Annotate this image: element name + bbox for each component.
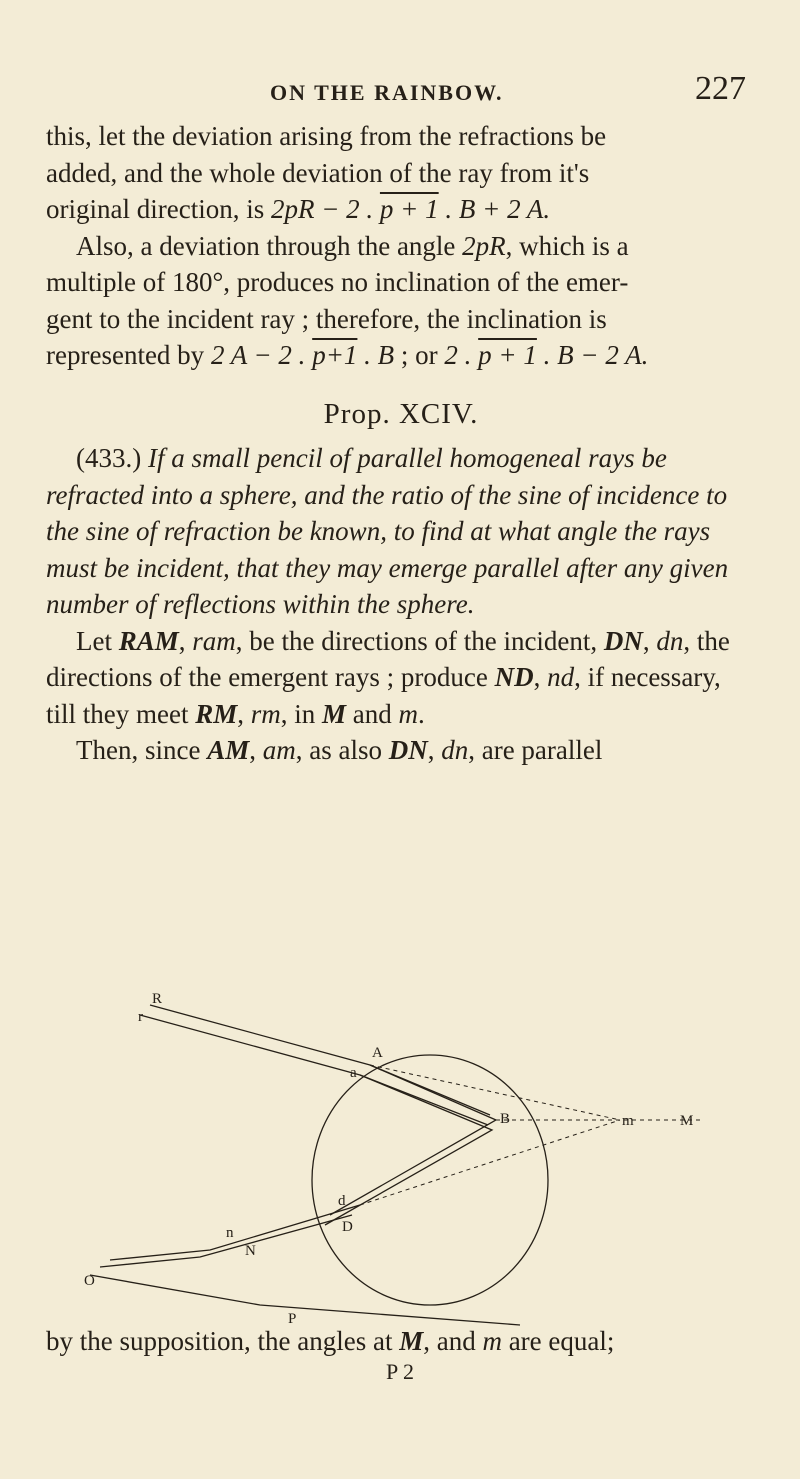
- equation: . B − 2 A.: [536, 340, 649, 370]
- text: ,: [237, 698, 251, 729]
- text-line: Also, a deviation through the angle: [76, 230, 463, 261]
- equation-vinculum: p + 1: [478, 340, 537, 370]
- equation-vinculum: p+1: [312, 340, 358, 370]
- equation: 2pR: [462, 230, 506, 261]
- label: dn: [441, 735, 469, 765]
- label-N: N: [245, 1243, 256, 1259]
- running-header: [0, 70, 800, 110]
- label: DN: [388, 735, 428, 765]
- text-line: this, let the deviation arising from the refractions be: [46, 121, 607, 151]
- caption-line: [46, 1323, 756, 1359]
- label-d: d: [338, 1193, 346, 1209]
- label-m: m: [622, 1113, 634, 1129]
- text: , as also: [295, 735, 389, 765]
- label-M: M: [680, 1113, 694, 1129]
- paragraph-1: [46, 118, 756, 228]
- label: ND: [494, 662, 534, 692]
- equation: 2pR − 2 .: [270, 194, 380, 224]
- text-line: original direction, is: [46, 194, 271, 224]
- text-line: ; or: [394, 340, 445, 370]
- text: , are parallel: [468, 735, 603, 765]
- text: ,: [249, 735, 263, 765]
- text-line: multiple of 180°, produces no inclination of the emer-: [46, 267, 629, 297]
- equation: . B + 2 A.: [438, 194, 551, 224]
- label: am: [262, 735, 296, 765]
- article-number: (433.): [76, 443, 148, 473]
- label-P: P: [288, 1311, 297, 1327]
- proposition-statement: [46, 440, 756, 623]
- text-line: represented by: [46, 340, 211, 370]
- label: ram: [192, 625, 236, 656]
- ray-ra: [140, 1015, 488, 1125]
- text: , if necessary, till they meet: [46, 662, 721, 729]
- label: M: [322, 698, 347, 729]
- label: M: [399, 1326, 424, 1356]
- ray-internal-1: [330, 1065, 496, 1215]
- paragraph-4: [46, 732, 756, 769]
- label: RM: [195, 698, 238, 729]
- signature-mark: P 2: [386, 1359, 414, 1384]
- equation: 2 A − 2 .: [210, 340, 313, 370]
- text: Let: [76, 625, 119, 656]
- text: Then, since: [76, 735, 208, 765]
- produced-ray-am: [370, 1065, 620, 1120]
- label: m: [482, 1326, 502, 1356]
- equation-vinculum: p + 1: [379, 194, 439, 224]
- text: are equal;: [501, 1326, 615, 1356]
- text: ,: [642, 625, 657, 656]
- paragraph-3: [46, 623, 756, 733]
- label-B: B: [500, 1111, 511, 1127]
- rainbow-diagram: [60, 991, 720, 1327]
- label-r: r: [138, 1009, 143, 1025]
- body-text: [46, 118, 756, 769]
- sphere-outline: [312, 1055, 548, 1305]
- text: .: [418, 698, 425, 729]
- label-n: n: [226, 1225, 234, 1241]
- text: , the directions of the emergent rays ; produce: [46, 625, 730, 692]
- produced-ray-dm: [360, 1120, 620, 1205]
- text: , in: [280, 698, 323, 729]
- label: DN: [603, 625, 643, 656]
- label: RAM: [118, 625, 179, 656]
- text: ,: [533, 662, 548, 692]
- text: by the supposition, the angles at: [46, 1326, 400, 1356]
- ray-OP: [90, 1275, 520, 1325]
- label-a: a: [350, 1065, 357, 1081]
- text-line: , which is a: [505, 230, 629, 261]
- ray-RA: [150, 1005, 490, 1115]
- label: AM: [207, 735, 250, 765]
- label-O: O: [84, 1273, 95, 1289]
- label: nd: [547, 662, 575, 692]
- proposition-heading: Prop. XCIV.: [323, 397, 479, 430]
- text: ,: [178, 625, 193, 656]
- label-A: A: [372, 1045, 383, 1061]
- label: dn: [656, 625, 684, 656]
- ray-dn: [100, 1215, 352, 1267]
- equation: . B: [357, 340, 395, 370]
- page-number: 227: [695, 70, 746, 107]
- running-title: ON THE RAINBOW.: [270, 80, 504, 105]
- text: and: [352, 698, 399, 729]
- paragraph-2: [46, 228, 756, 374]
- label: m: [398, 698, 419, 729]
- label-D: D: [342, 1219, 353, 1235]
- text: , and: [423, 1326, 483, 1356]
- ray-internal-2: [325, 1075, 492, 1225]
- label: rm: [250, 698, 281, 729]
- text-line: gent to the incident ray ; therefore, the inclination is: [46, 303, 607, 334]
- text: ,: [427, 735, 442, 765]
- equation: 2 .: [444, 340, 479, 370]
- label-R: R: [152, 991, 163, 1007]
- text: , be the directions of the incident,: [235, 625, 598, 656]
- text-line: added, and the whole deviation of the ray from it's: [46, 157, 590, 188]
- proposition-text: If a small pencil of parallel homogeneal rays be refracted into a sphere, and the ratio of the sine of incidence to the sine of refraction be known, to find at what angle the rays must be incident, that they may emerge parallel after any given number of reflections within the sphere.: [46, 443, 729, 619]
